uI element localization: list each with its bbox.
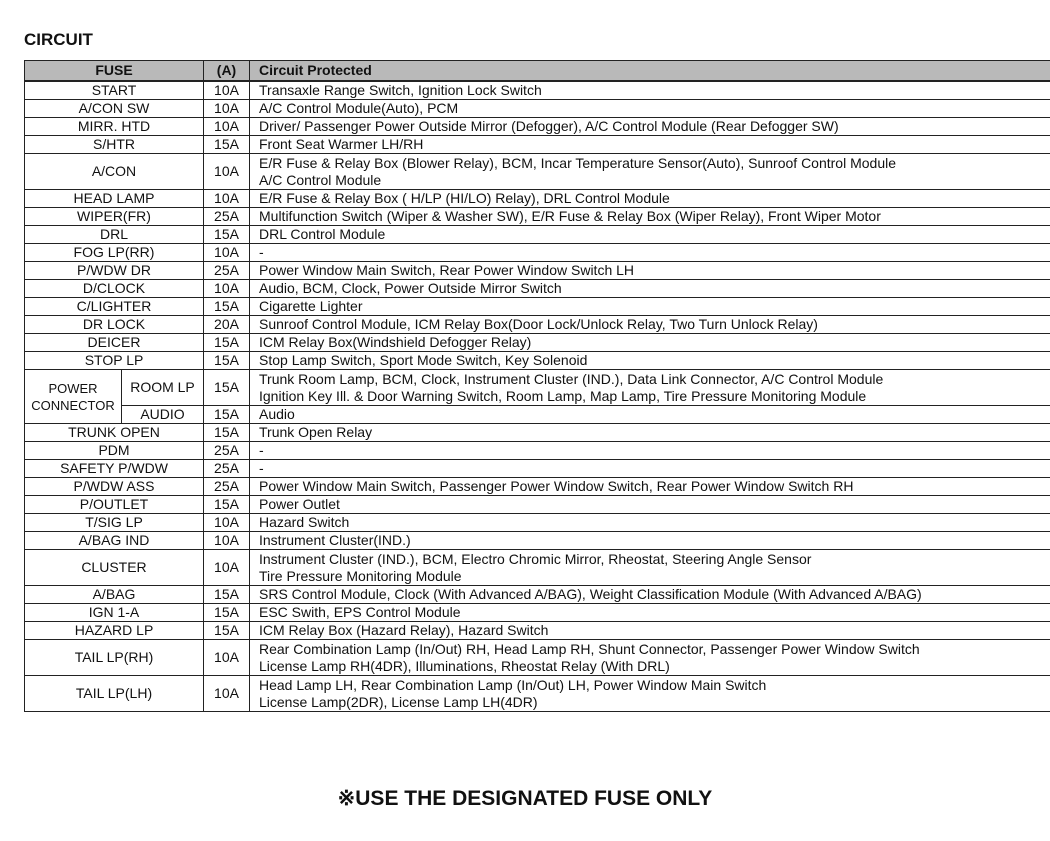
circuit-protected bbox=[250, 622, 1050, 640]
fuse-amperage: 10A bbox=[204, 244, 250, 262]
circuit-line: Multifunction Switch (Wiper & Washer SW), E/R Fuse & Relay Box (Wiper Relay), Front Wiper Motor bbox=[259, 208, 881, 224]
circuit-line: Rear Combination Lamp (In/Out) RH, Head Lamp RH, Shunt Connector, Passenger Power Window Switch bbox=[259, 640, 920, 657]
fuse-amperage: 25A bbox=[204, 262, 250, 280]
fuse-amperage: 15A bbox=[204, 406, 250, 424]
fuse-amperage: 25A bbox=[204, 442, 250, 460]
circuit-line: ICM Relay Box(Windshield Defogger Relay) bbox=[259, 334, 532, 350]
fuse-name: DR LOCK bbox=[25, 316, 204, 334]
fuse-amperage: 10A bbox=[204, 514, 250, 532]
fuse-amperage: 15A bbox=[204, 370, 250, 406]
fuse-amperage: 10A bbox=[204, 640, 250, 676]
table-row bbox=[25, 316, 1050, 334]
fuse-name: CLUSTER bbox=[25, 550, 204, 586]
fuse-name: FOG LP(RR) bbox=[25, 244, 204, 262]
fuse-name: P/WDW ASS bbox=[25, 478, 204, 496]
circuit-protected bbox=[250, 334, 1050, 352]
circuit-protected bbox=[250, 352, 1050, 370]
fuse-amperage: 15A bbox=[204, 604, 250, 622]
group-label-line: POWER bbox=[48, 380, 98, 396]
table-row bbox=[25, 352, 1050, 370]
table-row bbox=[25, 442, 1050, 460]
circuit-line: Front Seat Warmer LH/RH bbox=[259, 136, 424, 152]
circuit-line: - bbox=[259, 442, 264, 458]
circuit-line: Ignition Key Ill. & Door Warning Switch, Room Lamp, Map Lamp, Tire Pressure Monitoring Module bbox=[259, 387, 867, 404]
table-row bbox=[25, 460, 1050, 478]
table-row bbox=[25, 370, 1050, 406]
circuit-line: E/R Fuse & Relay Box (Blower Relay), BCM, Incar Temperature Sensor(Auto), Sunroof Control Module bbox=[259, 154, 896, 171]
circuit-protected bbox=[250, 532, 1050, 550]
circuit-protected bbox=[250, 280, 1050, 298]
table-row bbox=[25, 118, 1050, 136]
circuit-protected bbox=[250, 406, 1050, 424]
circuit-line: Cigarette Lighter bbox=[259, 298, 363, 314]
circuit-protected bbox=[250, 676, 1050, 712]
table-row bbox=[25, 280, 1050, 298]
fuse-amperage: 25A bbox=[204, 208, 250, 226]
fuse-name: D/CLOCK bbox=[25, 280, 204, 298]
fuse-name: A/CON bbox=[25, 154, 204, 190]
fuse-amperage: 15A bbox=[204, 586, 250, 604]
fuse-amperage: 10A bbox=[204, 532, 250, 550]
fuse-name: P/OUTLET bbox=[25, 496, 204, 514]
circuit-line: - bbox=[259, 244, 264, 260]
circuit-line: - bbox=[259, 460, 264, 476]
table-row bbox=[25, 424, 1050, 442]
fuse-name: A/BAG bbox=[25, 586, 204, 604]
table-row bbox=[25, 532, 1050, 550]
table-row bbox=[25, 100, 1050, 118]
fuse-name: A/CON SW bbox=[25, 100, 204, 118]
circuit-line: Audio bbox=[259, 406, 295, 422]
table-row bbox=[25, 586, 1050, 604]
fuse-amperage: 20A bbox=[204, 316, 250, 334]
fuse-name: IGN 1-A bbox=[25, 604, 204, 622]
table-row bbox=[25, 514, 1050, 532]
power-connector-rows bbox=[25, 370, 1050, 424]
fuse-name: T/SIG LP bbox=[25, 514, 204, 532]
circuit-line: ICM Relay Box (Hazard Relay), Hazard Switch bbox=[259, 622, 549, 638]
table-row bbox=[25, 622, 1050, 640]
fuse-amperage: 15A bbox=[204, 622, 250, 640]
circuit-protected bbox=[250, 244, 1050, 262]
table-row bbox=[25, 640, 1050, 676]
fuse-name: HEAD LAMP bbox=[25, 190, 204, 208]
fuse-name: TAIL LP(LH) bbox=[25, 676, 204, 712]
circuit-line: Audio, BCM, Clock, Power Outside Mirror Switch bbox=[259, 280, 562, 296]
fuse-amperage: 10A bbox=[204, 154, 250, 190]
table-row bbox=[25, 190, 1050, 208]
table-row bbox=[25, 81, 1050, 100]
fuse-amperage: 10A bbox=[204, 550, 250, 586]
circuit-line: A/C Control Module bbox=[259, 171, 382, 188]
table-row bbox=[25, 478, 1050, 496]
circuit-line: Trunk Room Lamp, BCM, Clock, Instrument Cluster (IND.), Data Link Connector, A/C Control Module bbox=[259, 370, 884, 387]
table-header-row bbox=[25, 61, 1050, 82]
circuit-protected bbox=[250, 478, 1050, 496]
fuse-name: PDM bbox=[25, 442, 204, 460]
fuse-amperage: 15A bbox=[204, 496, 250, 514]
circuit-line: ESC Swith, EPS Control Module bbox=[259, 604, 461, 620]
table-row bbox=[25, 406, 1050, 424]
circuit-protected bbox=[250, 370, 1050, 406]
circuit-line: Driver/ Passenger Power Outside Mirror (Defogger), A/C Control Module (Rear Defogger SW) bbox=[259, 118, 839, 134]
fuse-amperage: 10A bbox=[204, 118, 250, 136]
fuse-name: HAZARD LP bbox=[25, 622, 204, 640]
table-row bbox=[25, 334, 1050, 352]
table-row bbox=[25, 226, 1050, 244]
circuit-protected bbox=[250, 586, 1050, 604]
circuit-protected bbox=[250, 190, 1050, 208]
circuit-protected bbox=[250, 514, 1050, 532]
circuit-line: Instrument Cluster (IND.), BCM, Electro Chromic Mirror, Rheostat, Steering Angle Sensor bbox=[259, 550, 812, 567]
fuse-name: TAIL LP(RH) bbox=[25, 640, 204, 676]
circuit-column-header: Circuit Protected bbox=[250, 61, 1050, 82]
circuit-protected bbox=[250, 496, 1050, 514]
fuse-amperage: 10A bbox=[204, 676, 250, 712]
circuit-protected bbox=[250, 154, 1050, 190]
circuit-protected bbox=[250, 100, 1050, 118]
table-row bbox=[25, 676, 1050, 712]
circuit-line: Transaxle Range Switch, Ignition Lock Switch bbox=[259, 82, 542, 98]
circuit-line: Power Outlet bbox=[259, 496, 340, 512]
fuse-amperage: 10A bbox=[204, 280, 250, 298]
table-row bbox=[25, 154, 1050, 190]
circuit-protected bbox=[250, 118, 1050, 136]
fuse-amperage: 15A bbox=[204, 334, 250, 352]
fuse-amperage: 15A bbox=[204, 424, 250, 442]
circuit-protected bbox=[250, 208, 1050, 226]
circuit-line: License Lamp RH(4DR), Illuminations, Rheostat Relay (With DRL) bbox=[259, 657, 670, 674]
table-row bbox=[25, 208, 1050, 226]
amp-column-header: (A) bbox=[204, 61, 250, 82]
fuse-name: WIPER(FR) bbox=[25, 208, 204, 226]
designated-fuse-notice: ※USE THE DESIGNATED FUSE ONLY bbox=[337, 787, 713, 810]
fuse-table bbox=[24, 60, 1050, 712]
circuit-protected bbox=[250, 226, 1050, 244]
table-row bbox=[25, 550, 1050, 586]
circuit-protected bbox=[250, 550, 1050, 586]
circuit-line: License Lamp(2DR), License Lamp LH(4DR) bbox=[259, 693, 538, 710]
fuse-amperage: 10A bbox=[204, 190, 250, 208]
table-row bbox=[25, 604, 1050, 622]
page-heading: CIRCUIT bbox=[24, 30, 93, 49]
circuit-line: Sunroof Control Module, ICM Relay Box(Door Lock/Unlock Relay, Two Turn Unlock Relay) bbox=[259, 316, 818, 332]
fuse-name: START bbox=[25, 81, 204, 100]
fuse-amperage: 10A bbox=[204, 81, 250, 100]
circuit-line: Power Window Main Switch, Passenger Power Window Switch, Rear Power Window Switch RH bbox=[259, 478, 854, 494]
group-label-line: CONNECTOR bbox=[31, 397, 115, 413]
circuit-line: Power Window Main Switch, Rear Power Window Switch LH bbox=[259, 262, 635, 278]
circuit-line: A/C Control Module(Auto), PCM bbox=[259, 100, 459, 116]
fuse-rows-b bbox=[25, 424, 1050, 712]
circuit-line: Hazard Switch bbox=[259, 514, 350, 530]
circuit-line: DRL Control Module bbox=[259, 226, 386, 242]
circuit-protected bbox=[250, 604, 1050, 622]
circuit-line: SRS Control Module, Clock (With Advanced A/BAG), Weight Classification Module (With Advanced A/BAG) bbox=[259, 586, 922, 602]
table-row bbox=[25, 298, 1050, 316]
fuse-name: STOP LP bbox=[25, 352, 204, 370]
power-connector-group-cell bbox=[25, 370, 122, 424]
circuit-protected bbox=[250, 136, 1050, 154]
fuse-name: MIRR. HTD bbox=[25, 118, 204, 136]
fuse-name: S/HTR bbox=[25, 136, 204, 154]
fuse-amperage: 15A bbox=[204, 226, 250, 244]
circuit-line: Head Lamp LH, Rear Combination Lamp (In/Out) LH, Power Window Main Switch bbox=[259, 676, 767, 693]
fuse-amperage: 15A bbox=[204, 298, 250, 316]
circuit-protected bbox=[250, 81, 1050, 100]
circuit-protected bbox=[250, 640, 1050, 676]
circuit-protected bbox=[250, 316, 1050, 334]
circuit-protected bbox=[250, 442, 1050, 460]
fuse-amperage: 15A bbox=[204, 136, 250, 154]
fuse-amperage: 15A bbox=[204, 352, 250, 370]
fuse-column-header: FUSE bbox=[25, 61, 204, 82]
fuse-name: AUDIO bbox=[122, 406, 204, 424]
fuse-amperage: 25A bbox=[204, 460, 250, 478]
fuse-name: A/BAG IND bbox=[25, 532, 204, 550]
fuse-amperage: 25A bbox=[204, 478, 250, 496]
circuit-protected bbox=[250, 298, 1050, 316]
circuit-line: E/R Fuse & Relay Box ( H/LP (HI/LO) Relay), DRL Control Module bbox=[259, 190, 670, 206]
circuit-protected bbox=[250, 460, 1050, 478]
circuit-line: Tire Pressure Monitoring Module bbox=[259, 567, 462, 584]
table-row bbox=[25, 496, 1050, 514]
fuse-name: DEICER bbox=[25, 334, 204, 352]
fuse-name: SAFETY P/WDW bbox=[25, 460, 204, 478]
circuit-line: Instrument Cluster(IND.) bbox=[259, 532, 411, 548]
table-row bbox=[25, 244, 1050, 262]
fuse-name: DRL bbox=[25, 226, 204, 244]
circuit-protected bbox=[250, 262, 1050, 280]
fuse-name: TRUNK OPEN bbox=[25, 424, 204, 442]
fuse-name: P/WDW DR bbox=[25, 262, 204, 280]
circuit-line: Stop Lamp Switch, Sport Mode Switch, Key Solenoid bbox=[259, 352, 588, 368]
circuit-protected bbox=[250, 424, 1050, 442]
circuit-line: Trunk Open Relay bbox=[259, 424, 373, 440]
fuse-amperage: 10A bbox=[204, 100, 250, 118]
table-row bbox=[25, 262, 1050, 280]
table-row bbox=[25, 136, 1050, 154]
fuse-name: C/LIGHTER bbox=[25, 298, 204, 316]
fuse-name: ROOM LP bbox=[122, 370, 204, 406]
fuse-rows-a bbox=[25, 81, 1050, 370]
